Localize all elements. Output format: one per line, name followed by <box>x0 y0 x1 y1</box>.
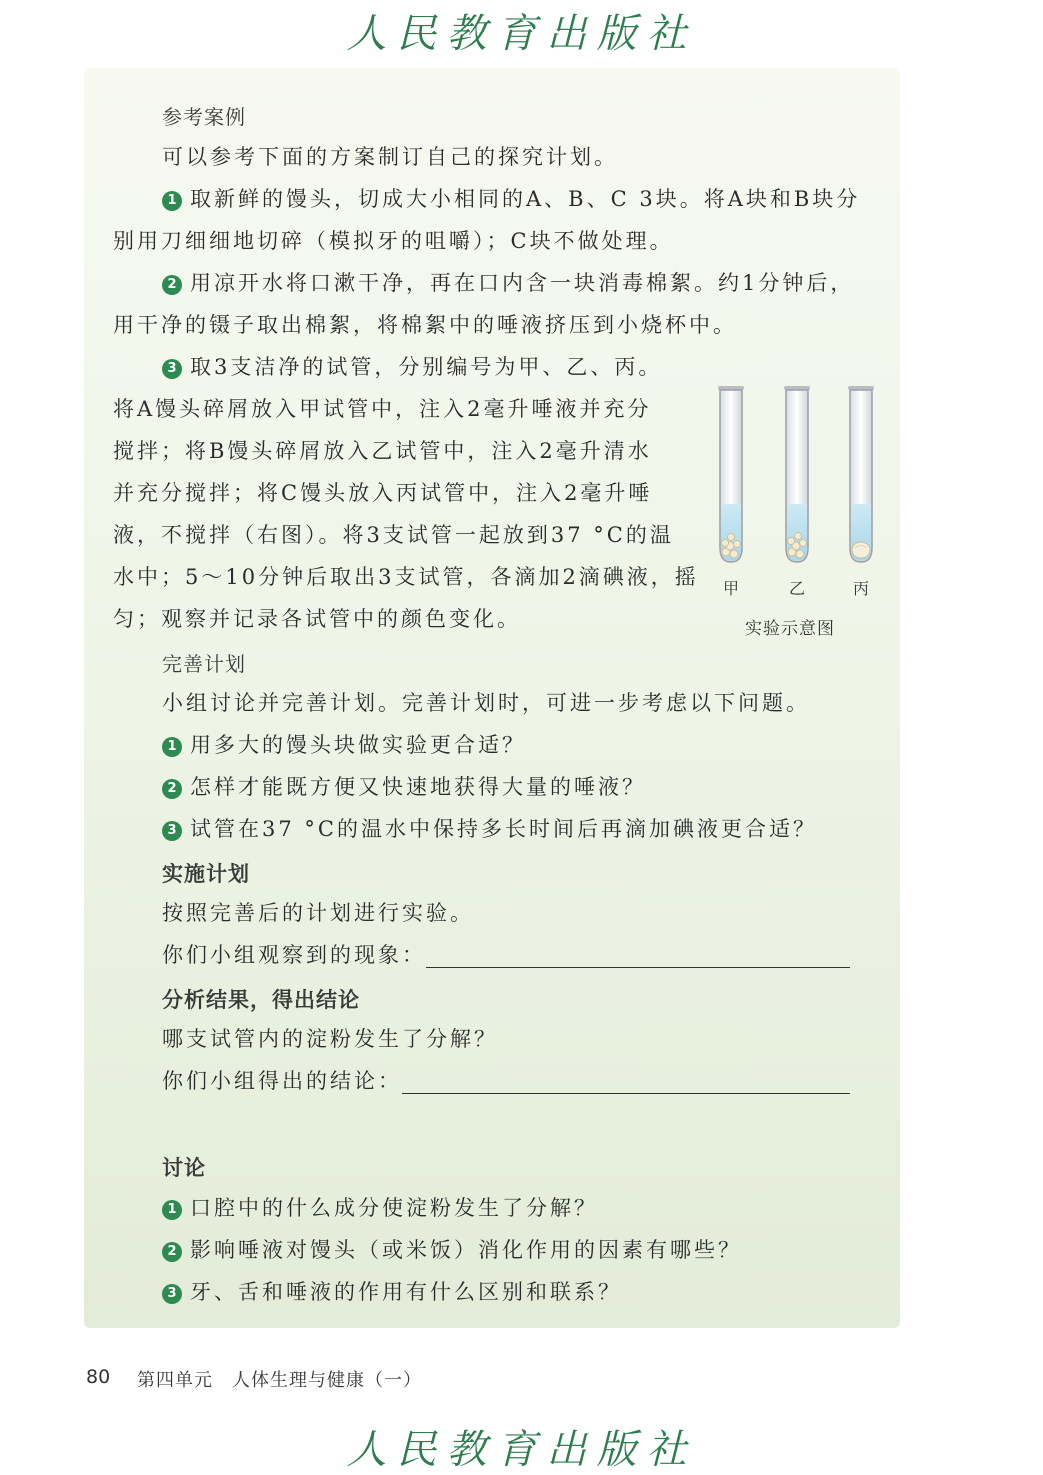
step-1-line-1: 1 取新鲜的馒头，切成大小相同的A、B、C 3块。将A块和B块分 <box>162 185 860 213</box>
reference-intro: 可以参考下面的方案制订自己的探究计划。 <box>162 145 618 169</box>
number-badge: 1 <box>162 191 182 211</box>
tube-jia <box>718 386 744 562</box>
improve-heading: 完善计划 <box>162 652 246 676</box>
improve-intro: 小组讨论并完善计划。完善计划时，可进一步考虑以下问题。 <box>162 691 810 715</box>
step-3-line-3: 搅拌；将B馒头碎屑放入乙试管中，注入2毫升清水 <box>113 439 652 463</box>
publisher-logo-top: 人民教育出版社 <box>346 11 697 57</box>
number-badge: 1 <box>162 1200 182 1220</box>
number-badge: 3 <box>162 359 182 379</box>
observation-prompt: 你们小组观察到的现象： <box>162 941 850 969</box>
number-badge: 3 <box>162 1284 182 1304</box>
number-badge: 1 <box>162 737 182 757</box>
page-number: 80 <box>86 1366 111 1388</box>
discussion-question-2: 2 影响唾液对馒头（或米饭）消化作用的因素有哪些？ <box>162 1236 742 1264</box>
discussion-question-3: 3 牙、舌和唾液的作用有什么区别和联系？ <box>162 1278 622 1306</box>
number-badge: 2 <box>162 779 182 799</box>
implement-text: 按照完善后的计划进行实验。 <box>162 901 474 925</box>
implement-heading: 实施计划 <box>162 862 250 886</box>
number-badge: 3 <box>162 821 182 841</box>
improve-question-1: 1 用多大的馒头块做实验更合适？ <box>162 731 526 759</box>
step-3-line-6: 水中；5～10分钟后取出3支试管，各滴加2滴碘液，摇 <box>113 565 699 589</box>
tube-label-jia: 甲 <box>723 579 740 598</box>
experiment-figure <box>700 380 890 650</box>
improve-question-3: 3 试管在37 °C的温水中保持多长时间后再滴加碘液更合适？ <box>162 815 817 843</box>
tube-label-bing: 丙 <box>853 579 870 598</box>
tube-bing <box>848 386 874 562</box>
analysis-heading: 分析结果，得出结论 <box>162 988 360 1012</box>
number-badge: 2 <box>162 275 182 295</box>
figure-caption: 实验示意图 <box>745 619 835 639</box>
conclusion-prompt: 你们小组得出的结论： <box>162 1067 850 1095</box>
conclusion-blank[interactable] <box>402 1071 850 1094</box>
tube-label-yi: 乙 <box>789 579 806 598</box>
chapter-title: 第四单元 人体生理与健康（一） <box>137 1370 422 1391</box>
step-3-line-5: 液，不搅拌（右图）。将3支试管一起放到37 °C的温 <box>113 523 674 547</box>
observation-blank[interactable] <box>426 945 850 968</box>
discussion-question-1: 1 口腔中的什么成分使淀粉发生了分解？ <box>162 1194 598 1222</box>
publisher-logo-bottom: 人民教育出版社 <box>346 1427 697 1473</box>
step-1-line-2: 别用刀细细地切碎（模拟牙的咀嚼）；C块不做处理。 <box>113 229 674 253</box>
discussion-heading: 讨论 <box>162 1156 206 1180</box>
step-3-line-2: 将A馒头碎屑放入甲试管中，注入2毫升唾液并充分 <box>113 397 652 421</box>
step-3-line-4: 并充分搅拌；将C馒头放入丙试管中，注入2毫升唾 <box>113 481 653 505</box>
tube-yi <box>784 386 810 562</box>
step-2-line-2: 用干净的镊子取出棉絮，将棉絮中的唾液挤压到小烧杯中。 <box>113 313 737 337</box>
step-2-line-1: 2 用凉开水将口漱干净，再在口内含一块消毒棉絮。约1分钟后， <box>162 269 854 297</box>
number-badge: 2 <box>162 1242 182 1262</box>
step-3-line-1: 3 取3支洁净的试管，分别编号为甲、乙、丙。 <box>162 353 662 381</box>
test-tubes-illustration <box>700 380 890 580</box>
step-3-line-7: 匀；观察并记录各试管中的颜色变化。 <box>113 607 521 631</box>
analysis-question: 哪支试管内的淀粉发生了分解？ <box>162 1027 498 1051</box>
reference-heading: 参考案例 <box>162 105 246 129</box>
improve-question-2: 2 怎样才能既方便又快速地获得大量的唾液？ <box>162 773 646 801</box>
